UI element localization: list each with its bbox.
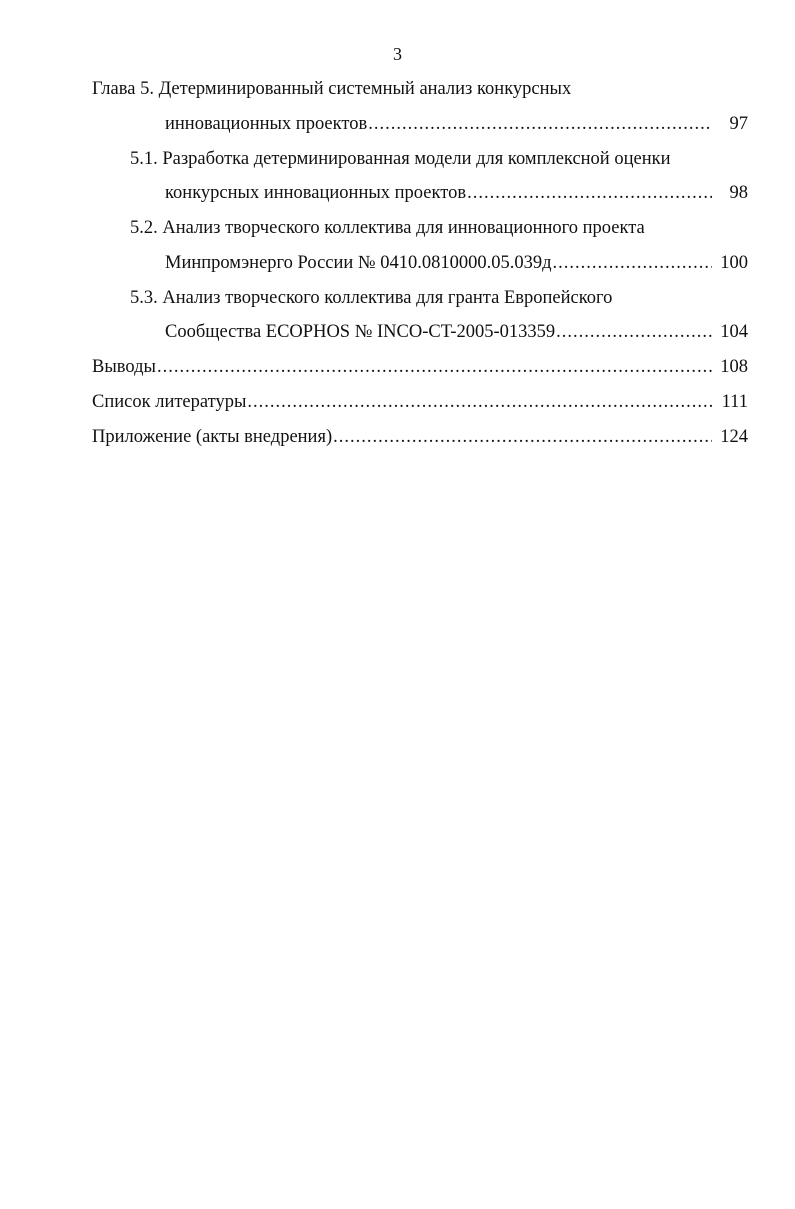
toc-chapter5-title: Глава 5. Детерминированный системный анализ конкурсных xyxy=(92,79,572,99)
toc-section-5-2-line1 xyxy=(130,215,645,241)
toc-appendix-entry[interactable] xyxy=(92,424,748,450)
toc-section-5-2-page: 100 xyxy=(720,253,748,273)
toc-section-5-1-title-cont: конкурсных инновационных проектов xyxy=(165,183,467,203)
toc-references-page: 111 xyxy=(721,392,748,412)
toc-section-5-3-page: 104 xyxy=(720,322,748,342)
toc-section-5-2-title: 5.2. Анализ творческого коллектива для инновационного проекта xyxy=(130,218,645,238)
dot-leader xyxy=(157,354,712,380)
toc-section-5-1-entry[interactable] xyxy=(165,180,748,206)
toc-section-5-3-entry[interactable] xyxy=(165,319,748,345)
dot-leader xyxy=(556,319,712,345)
toc-appendix-title: Приложение (акты внедрения) xyxy=(92,427,333,447)
toc-section-5-1-page: 98 xyxy=(729,183,748,203)
toc-conclusions-page: 108 xyxy=(720,357,748,377)
toc-section-5-1-title: 5.1. Разработка детерминированная модели для комплексной оценки xyxy=(130,149,671,169)
toc-conclusions-entry[interactable] xyxy=(92,354,748,380)
toc-chapter5-subtitle: инновационных проектов xyxy=(165,114,368,134)
dot-leader xyxy=(368,111,712,137)
page-number: 3 xyxy=(393,44,402,64)
toc-section-5-3-title-cont: Сообщества ECOPHOS № INCO-CT-2005-013359 xyxy=(165,322,556,342)
toc-references-title: Список литературы xyxy=(92,392,247,412)
toc-section-5-3-title: 5.3. Анализ творческого коллектива для гранта Европейского xyxy=(130,288,613,308)
toc-section-5-2-entry[interactable] xyxy=(165,250,748,276)
toc-references-entry[interactable] xyxy=(92,389,748,415)
toc-chapter5-entry[interactable] xyxy=(165,111,748,137)
toc-section-5-3-line1 xyxy=(130,285,612,311)
toc-section-5-2-title-cont: Минпромэнерго России № 0410.0810000.05.039д xyxy=(165,253,552,273)
toc-chapter5-title-line1 xyxy=(92,76,571,102)
toc-chapter5-page: 97 xyxy=(729,114,748,134)
toc-appendix-page: 124 xyxy=(720,427,748,447)
dot-leader xyxy=(333,424,712,450)
toc-section-5-1-line1 xyxy=(130,146,670,172)
toc-conclusions-title: Выводы xyxy=(92,357,156,377)
dot-leader xyxy=(467,180,712,206)
dot-leader xyxy=(247,389,712,415)
dot-leader xyxy=(553,250,713,276)
